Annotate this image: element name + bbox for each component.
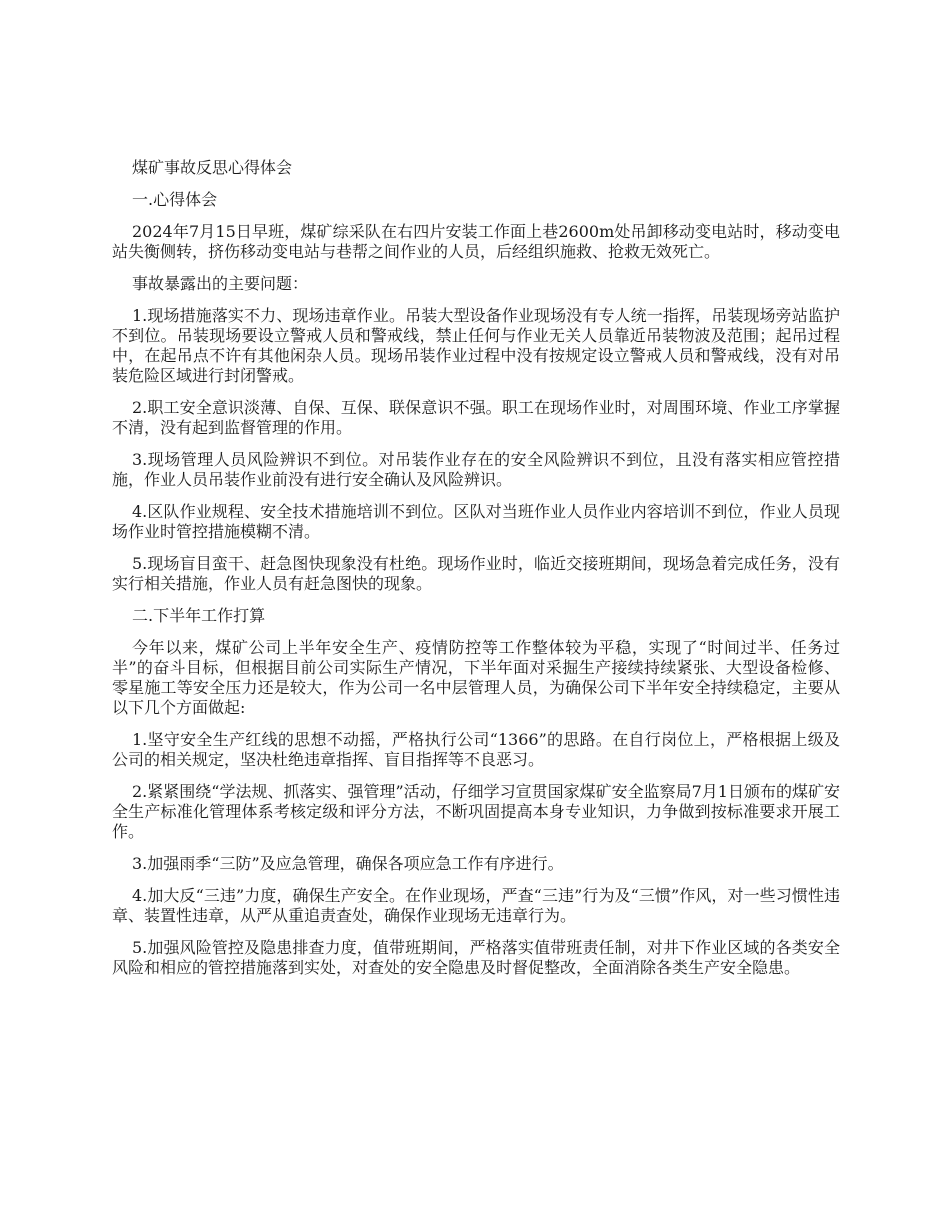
problem-item: 5.现场盲目蛮干、赶急图快现象没有杜绝。现场作业时，临近交接班期间，现场急着完成任务，没有实行相关措施，作业人员有赶急图快的现象。 [112, 554, 840, 593]
problem-item: 3.现场管理人员风险辨识不到位。对吊装作业存在的安全风险辨识不到位，且没有落实相应管控措施，作业人员吊装作业前没有进行安全确认及风险辨识。 [112, 450, 840, 489]
document-title: 煤矿事故反思心得体会 [132, 158, 293, 177]
plan-item: 1.坚守安全生产红线的思想不动摇，严格执行公司“1366”的思路。在自行岗位上，严格根据上级及公司的相关规定，坚决杜绝违章指挥、盲目指挥等不良恶习。 [112, 730, 840, 769]
document-page [112, 158, 840, 990]
plan-item: 4.加大反“三违”力度，确保生产安全。在作业现场，严查“三违”行为及“三惯”作风，对一些习惯性违章、装置性违章，从严从重追责查处，确保作业现场无违章行为。 [112, 886, 840, 925]
incident-paragraph: 2024年7月15日早班，煤矿综采队在右四片安装工作面上巷2600m处吊卸移动变电站时，移动变电站失衡侧转，挤伤移动变电站与巷帮之间作业的人员，后经组织施救、抢救无效死亡。 [112, 222, 840, 261]
problem-item: 2.职工安全意识淡薄、自保、互保、联保意识不强。职工在现场作业时，对周围环境、作业工序掌握不清，没有起到监督管理的作用。 [112, 398, 840, 437]
plan-item: 2.紧紧围绕“学法规、抓落实、强管理”活动，仔细学习宣贯国家煤矿安全监察局7月1日颁布的煤矿安全生产标准化管理体系考核定级和评分方法，不断巩固提高本身专业知识，力争做到按标准要求开展工作。 [112, 782, 840, 841]
plan-intro-paragraph: 今年以来，煤矿公司上半年安全生产、疫情防控等工作整体较为平稳，实现了“时间过半、任务过半”的奋斗目标，但根据目前公司实际生产情况，下半年面对采掘生产接续持续紧张、大型设备检修、零星施工等安全压力还是较大，作为公司一名中层管理人员，为确保公司下半年安全持续稳定，主要从以下几个方面做起: [112, 638, 840, 717]
problem-item: 4.区队作业规程、安全技术措施培训不到位。区队对当班作业人员作业内容培训不到位，作业人员现场作业时管控措施模糊不清。 [112, 502, 840, 541]
plan-item: 5.加强风险管控及隐患排查力度，值带班期间，严格落实值带班责任制，对井下作业区域的各类安全风险和相应的管控措施落到实处，对查处的安全隐患及时督促整改，全面消除各类生产安全隐患。 [112, 938, 840, 977]
section-heading-plans: 二.下半年工作打算 [132, 606, 266, 625]
problem-item: 1.现场措施落实不力、现场违章作业。吊装大型设备作业现场没有专人统一指挥，吊装现场旁站监护不到位。吊装现场要设立警戒人员和警戒线，禁止任何与作业无关人员靠近吊装物波及范围；起吊过程中，在起吊点不许有其他闲杂人员。现场吊装作业过程中没有按规定设立警戒人员和警戒线，没有对吊装危险区域进行封闭警戒。 [112, 306, 840, 385]
section-heading-insights: 一.心得体会 [132, 190, 218, 209]
problems-heading: 事故暴露出的主要问题： [132, 274, 309, 293]
plan-item: 3.加强雨季“三防”及应急管理，确保各项应急工作有序进行。 [132, 854, 564, 873]
